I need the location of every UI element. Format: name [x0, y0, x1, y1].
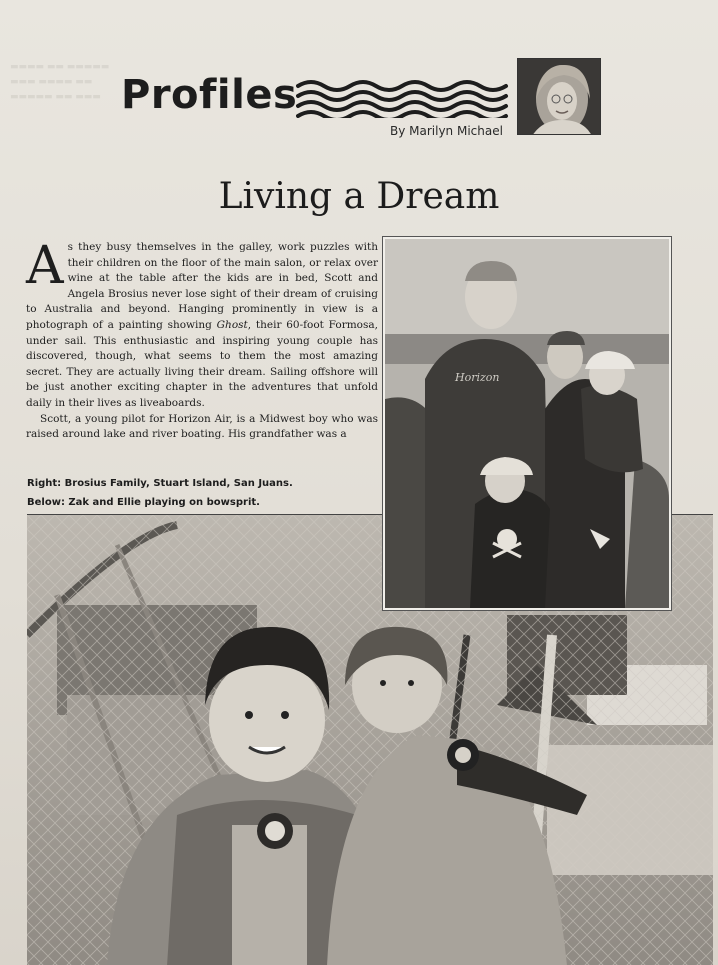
- waves-decoration: [296, 78, 510, 118]
- family-photo: [383, 237, 671, 610]
- photo-captions: [27, 474, 293, 512]
- paragraph-1: [26, 236, 378, 412]
- boat-name: Ghost: [216, 318, 248, 331]
- shirt-print: Horizon: [455, 371, 500, 384]
- article-body: [26, 236, 378, 443]
- paragraph-2: Scott, a young pilot for Horizon Air, is a Midwest boy who was raised around lake and river boating. His grandfather was a: [26, 412, 378, 441]
- caption-right: Right: Brosius Family, Stuart Island, San Juans.: [27, 478, 293, 489]
- byline: By Marilyn Michael: [390, 124, 503, 138]
- paragraph-1-text: s they busy themselves in the galley, work puzzles with their children on the floor of the main salon, or relax over wine at the table after the kids are in bed, Scott and Angela Brosius never lose sight of their dream of cruising to Australia and beyond. Hanging prominently in view is a photograph of a painting showing: [26, 241, 378, 331]
- drop-cap: A: [26, 236, 64, 296]
- section-title: Profiles: [121, 72, 298, 118]
- bleed-through-texture: ▬▬▬▬ ▬▬ ▬▬▬▬▬ ▬▬▬ ▬▬▬▬ ▬▬ ▬▬▬▬▬ ▬▬ ▬▬▬: [10, 62, 110, 102]
- paragraph-1-end: , their 60-foot Formosa, under sail. This enthusiastic and inspiring young couple has discovered, though, what seems to them the most amazing secret. They are actually living their dream. Sailing offshore will be just another exciting chapter in the adventures that unfold daily in their lives as liveaboards.: [26, 318, 378, 409]
- author-photo: [517, 58, 601, 135]
- article-headline: Living a Dream: [218, 176, 500, 217]
- caption-below: Below: Zak and Ellie playing on bowsprit.: [27, 497, 260, 508]
